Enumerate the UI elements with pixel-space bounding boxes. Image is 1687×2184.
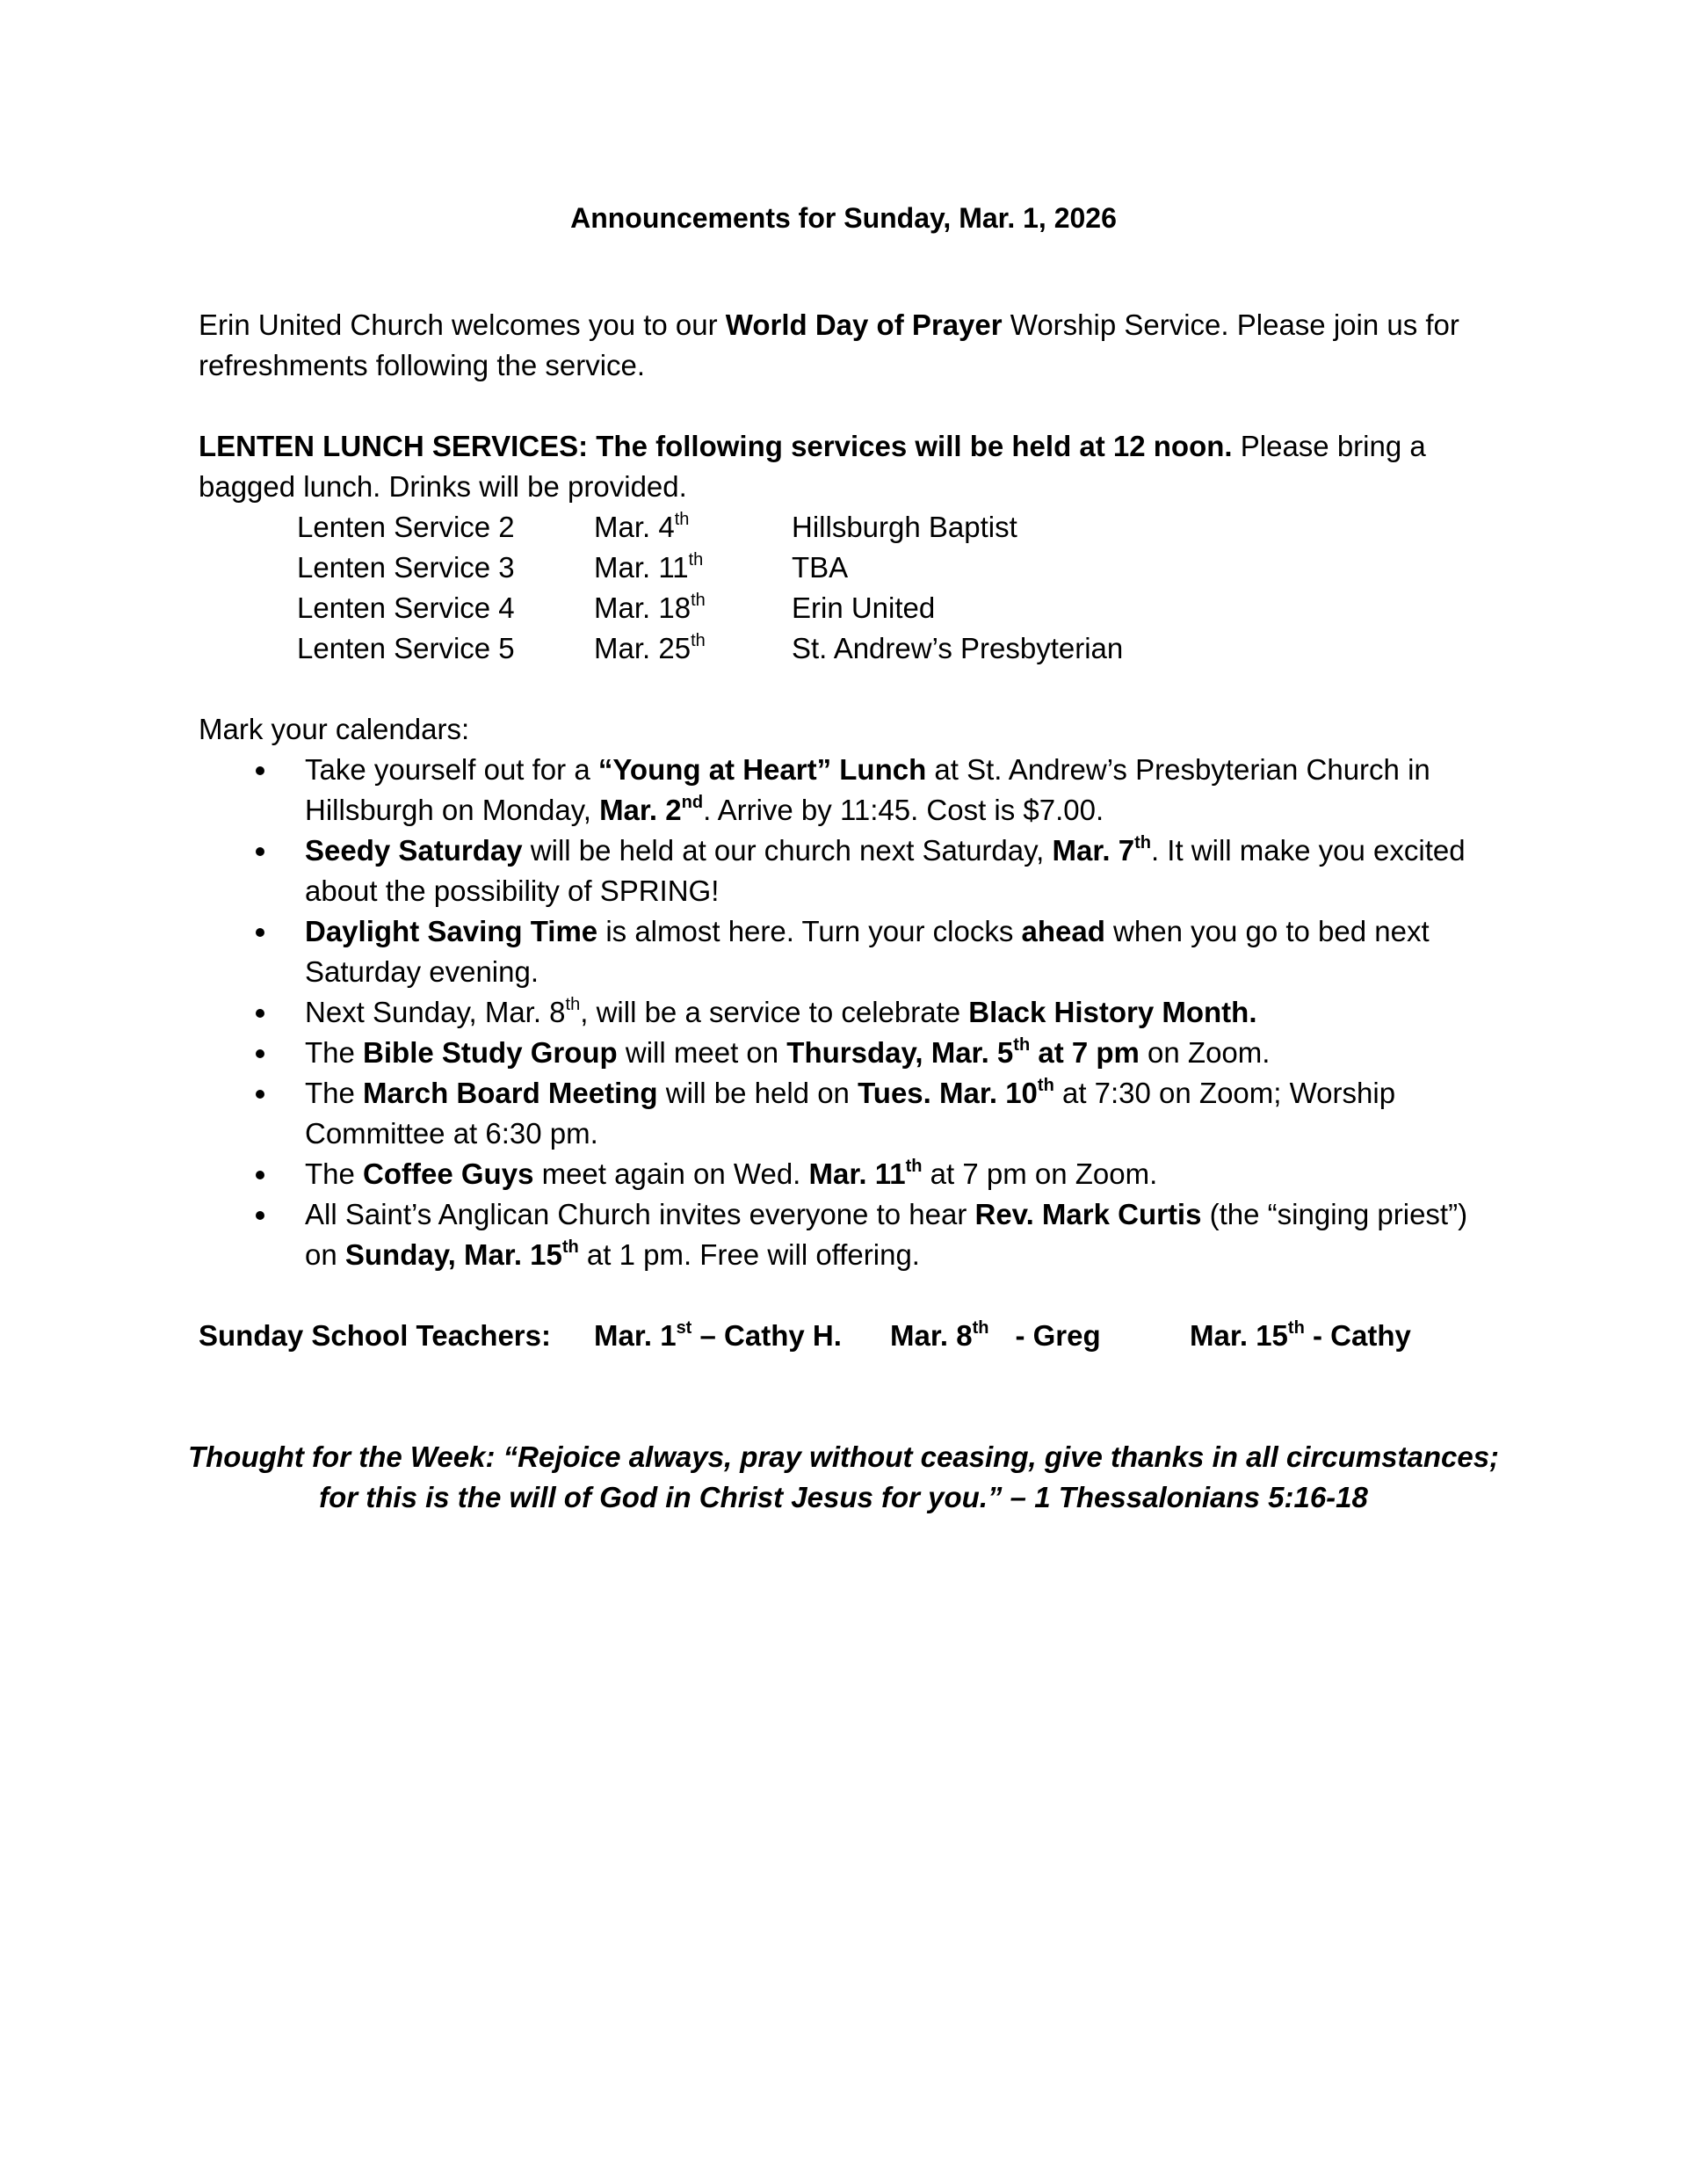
- list-item: Daylight Saving Time is almost here. Turn your clocks ahead when you go to bed next Saturday evening.: [199, 911, 1481, 992]
- lenten-place: Erin United: [792, 591, 936, 624]
- list-item: Seedy Saturday will be held at our church next Saturday, Mar. 7th. It will make you excited about the possibility of SPRING!: [199, 831, 1481, 911]
- lenten-date: Mar. 4th: [594, 510, 690, 543]
- list-item: The Bible Study Group will meet on Thursday, Mar. 5th at 7 pm on Zoom.: [199, 1033, 1481, 1073]
- list-item: All Saint’s Anglican Church invites everyone to hear Rev. Mark Curtis (the “singing priest”) on Sunday, Mar. 15th at 1 pm. Free will offering.: [199, 1194, 1481, 1275]
- welcome-event-name: World Day of Prayer: [725, 308, 1003, 341]
- bullet-icon: [256, 928, 264, 937]
- lenten-service: Lenten Service 5: [297, 632, 515, 664]
- lenten-place: St. Andrew’s Presbyterian: [792, 632, 1124, 664]
- teacher-entry: Mar. 15th - Cathy: [1190, 1318, 1411, 1352]
- lenten-place: TBA: [792, 551, 849, 584]
- bullet-icon: [256, 1171, 264, 1179]
- list-item: Next Sunday, Mar. 8th, will be a service to celebrate Black History Month.: [199, 992, 1481, 1033]
- list-item: Take yourself out for a “Young at Heart” Lunch at St. Andrew’s Presbyterian Church in Hillsburgh on Monday, Mar. 2nd. Arrive by 11:45. Cost is $7.00.: [199, 750, 1481, 831]
- list-item: The Coffee Guys meet again on Wed. Mar. 11th at 7 pm on Zoom.: [199, 1154, 1481, 1194]
- list-item: The March Board Meeting will be held on Tues. Mar. 10th at 7:30 on Zoom; Worship Committee at 6:30 pm.: [199, 1073, 1481, 1154]
- welcome-text-end: Worship Service. Please join us for refreshments following the service.: [199, 308, 1459, 381]
- bullet-icon: [256, 847, 264, 856]
- lenten-paragraph: [199, 426, 1481, 507]
- calendar-list: [199, 750, 1481, 1275]
- lenten-heading: LENTEN LUNCH SERVICES: The following services will be held at 12 noon.: [199, 430, 1233, 462]
- calendar-heading: Mark your calendars:: [199, 713, 470, 745]
- teacher-entry: Mar. 1st – Cathy H.: [594, 1318, 842, 1352]
- lenten-note: Please bring a bagged lunch. Drinks will be provided.: [199, 430, 1426, 503]
- lenten-service: Lenten Service 3: [297, 551, 515, 584]
- lenten-service: Lenten Service 2: [297, 511, 515, 543]
- bullet-icon: [256, 1090, 264, 1099]
- lenten-service: Lenten Service 4: [297, 591, 515, 624]
- lenten-date: Mar. 25th: [594, 631, 706, 664]
- lenten-date: Mar. 18th: [594, 591, 706, 624]
- thought-for-the-week: Thought for the Week: “Rejoice always, pray without ceasing, give thanks in all circumstances; for this is the will of God in Christ Jesus for you.” – 1 Thessalonians 5:16-18: [187, 1440, 1500, 1513]
- bullet-icon: [256, 766, 264, 775]
- page-title: Announcements for Sunday, Mar. 1, 2026: [570, 202, 1117, 234]
- teacher-entry: Mar. 8th - Greg: [890, 1318, 1101, 1352]
- welcome-paragraph: [199, 305, 1481, 386]
- teachers-label: Sunday School Teachers:: [199, 1319, 551, 1352]
- bullet-icon: [256, 1049, 264, 1058]
- bullet-icon: [256, 1211, 264, 1220]
- lenten-date: Mar. 11th: [594, 550, 704, 584]
- bullet-icon: [256, 1009, 264, 1018]
- welcome-text-start: Erin United Church welcomes you to our: [199, 308, 726, 341]
- lenten-place: Hillsburgh Baptist: [792, 511, 1017, 543]
